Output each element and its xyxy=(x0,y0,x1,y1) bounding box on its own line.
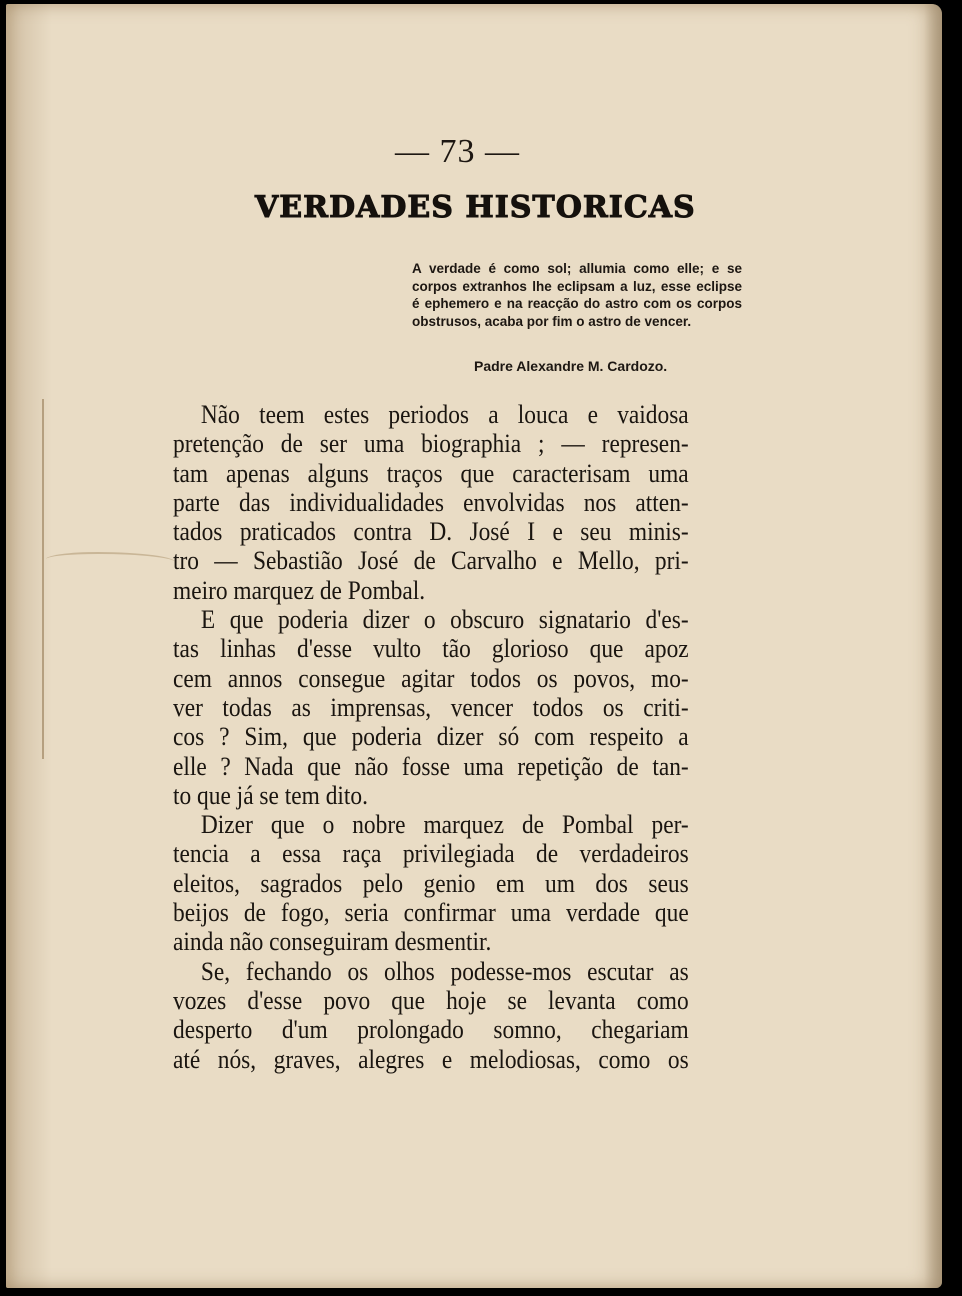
text-line: Se, fechando os olhos podesse-mos escutar as xyxy=(200,956,689,986)
text-line: parte das individualidades envolvidas nos atten- xyxy=(173,487,689,517)
paragraph-2 xyxy=(173,605,689,810)
binding-thread-loop xyxy=(46,552,176,570)
text-line: até nós, graves, alegres e melodiosas, como os xyxy=(173,1044,689,1074)
text-line: pretenção de ser uma biographia ; — represen- xyxy=(173,429,689,459)
text-line: to que já se tem dito. xyxy=(173,780,368,810)
text-line: eleitos, sagrados pelo genio em um dos seus xyxy=(173,868,689,898)
page-edge-shadow xyxy=(924,4,942,1288)
text-line: Não teem estes periodos a louca e vaidosa xyxy=(200,400,689,429)
text-line: cos ? Sim, que poderia dizer só com respeito a xyxy=(173,722,689,752)
binding-thread xyxy=(42,399,44,759)
epigraph-text: A verdade é como sol; allumia como elle; e se corpos extranhos lhe eclipsam a luz, esse eclipse é ephemero e na reacção do astro com os corpos obstrusos, acaba por fim o astro de vencer. xyxy=(412,261,742,329)
page-number: — 73 — xyxy=(395,133,520,170)
text-line: ainda não conseguiram desmentir. xyxy=(173,927,492,957)
paragraph-3 xyxy=(173,810,689,956)
text-line: elle ? Nada que não fosse uma repetição de tan- xyxy=(173,751,689,781)
text-line: tados praticados contra D. José I e seu minis- xyxy=(173,517,689,547)
text-line: vozes d'esse povo que hoje se levanta como xyxy=(173,985,689,1015)
text-line: ver todas as imprensas, vencer todos os criti- xyxy=(173,692,689,722)
text-line: tencia a essa raça privilegiada de verdadeiros xyxy=(173,839,689,869)
paragraph-4 xyxy=(173,957,689,1074)
text-line: meiro marquez de Pombal. xyxy=(173,575,426,605)
text-line: tro — Sebastião José de Carvalho e Mello, pri- xyxy=(173,546,689,576)
text-line: tas linhas d'esse vulto tão glorioso que apoz xyxy=(173,634,689,664)
chapter-heading: VERDADES HISTORICAS xyxy=(255,190,696,225)
epigraph-attribution: Padre Alexandre M. Cardozo. xyxy=(474,358,668,374)
text-line: beijos de fogo, seria confirmar uma verdade que xyxy=(173,898,689,928)
text-line: tam apenas alguns traços que caracterisam uma xyxy=(173,458,689,488)
text-line: Dizer que o nobre marquez de Pombal per- xyxy=(200,810,689,840)
body-text xyxy=(173,400,689,1074)
text-line: cem annos consegue agitar todos os povos, mo- xyxy=(173,663,689,693)
gutter-shadow xyxy=(6,4,52,1288)
text-line: desperto d'um prolongado somno, chegariam xyxy=(173,1015,689,1045)
text-line: E que poderia dizer o obscuro signatario d'es- xyxy=(200,605,689,635)
paragraph-1 xyxy=(173,400,689,605)
